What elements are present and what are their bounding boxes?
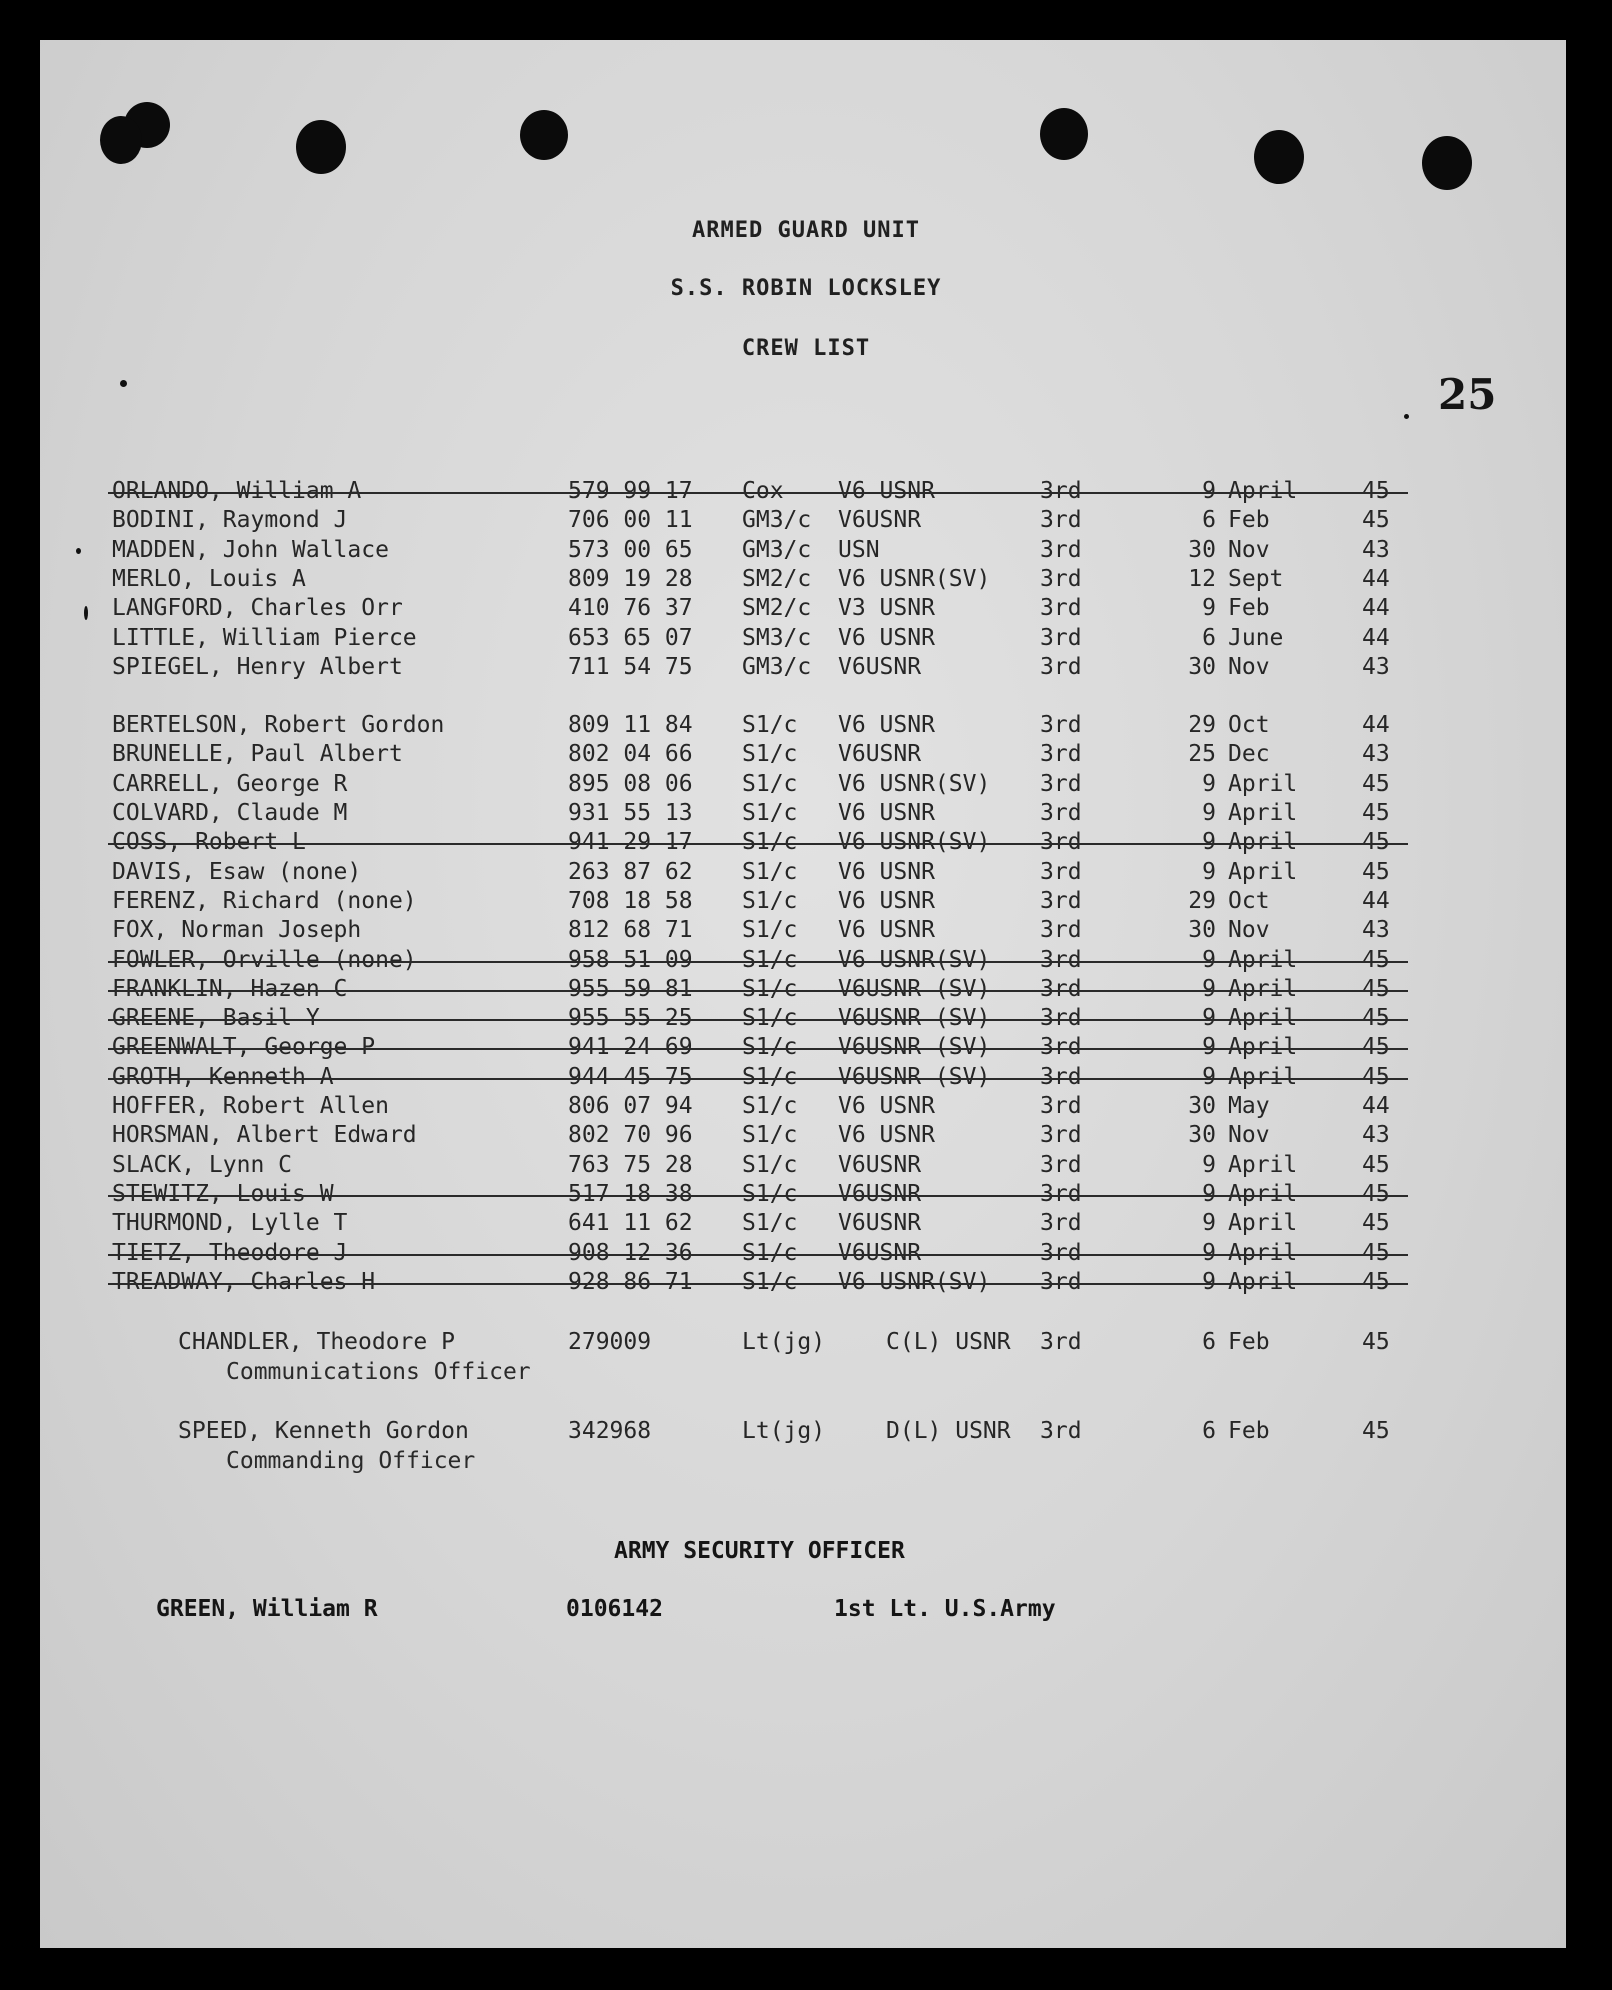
crew-year: 45 (1362, 1181, 1390, 1207)
punch-hole (1254, 130, 1304, 184)
crew-service-number: 711 54 75 (568, 654, 693, 680)
officer-rank: Lt(jg) (742, 1329, 826, 1355)
officer-classification: D(L) USNR (886, 1418, 1011, 1444)
crew-day: 9 (1202, 976, 1216, 1002)
crew-name: TREADWAY, Charles H (112, 1269, 376, 1295)
punch-hole (520, 110, 568, 160)
crew-month: Nov (1228, 537, 1270, 563)
crew-service-number: 579 99 17 (568, 478, 693, 504)
crew-rate: S1/c (742, 1034, 798, 1060)
crew-day: 9 (1202, 1005, 1216, 1031)
crew-classification: V6 USNR (838, 859, 935, 885)
crew-month: Dec (1228, 741, 1270, 767)
crew-name: BERTELSON, Robert Gordon (112, 712, 445, 738)
crew-service-number: 809 11 84 (568, 712, 693, 738)
crew-classification: V6 USNR(SV) (838, 566, 991, 592)
crew-classification: V6USNR (SV) (838, 1005, 991, 1031)
crew-year: 44 (1362, 1093, 1390, 1119)
crew-rate: S1/c (742, 1269, 798, 1295)
officer-title: Communications Officer (226, 1359, 531, 1385)
crew-year: 44 (1362, 566, 1390, 592)
crew-naval-district: 3rd (1040, 741, 1082, 767)
officer-name: SPEED, Kenneth Gordon (178, 1418, 469, 1444)
crew-naval-district: 3rd (1040, 976, 1082, 1002)
crew-month: April (1228, 1064, 1298, 1090)
crew-rate: SM2/c (742, 595, 812, 621)
crew-year: 44 (1362, 888, 1390, 914)
crew-naval-district: 3rd (1040, 566, 1082, 592)
crew-year: 45 (1362, 1152, 1390, 1178)
crew-row (0, 625, 1612, 653)
crew-rate: S1/c (742, 829, 798, 855)
crew-service-number: 941 29 17 (568, 829, 693, 855)
crew-naval-district: 3rd (1040, 917, 1082, 943)
crew-naval-district: 3rd (1040, 800, 1082, 826)
crew-classification: USN (838, 537, 880, 563)
crew-list-title: CREW LIST (741, 336, 871, 361)
crew-rate: S1/c (742, 1152, 798, 1178)
crew-day: 9 (1202, 947, 1216, 973)
punch-hole (1040, 108, 1088, 160)
crew-year: 45 (1362, 976, 1390, 1002)
crew-classification: V6 USNR (838, 1093, 935, 1119)
crew-year: 45 (1362, 947, 1390, 973)
crew-naval-district: 3rd (1040, 595, 1082, 621)
crew-name: FERENZ, Richard (none) (112, 888, 417, 914)
crew-row (0, 917, 1612, 945)
crew-name: BODINI, Raymond J (112, 507, 348, 533)
crew-month: Oct (1228, 712, 1270, 738)
crew-name: SPIEGEL, Henry Albert (112, 654, 403, 680)
crew-day: 6 (1202, 507, 1216, 533)
crew-row (0, 1005, 1612, 1033)
crew-service-number: 955 59 81 (568, 976, 693, 1002)
crew-rate: S1/c (742, 741, 798, 767)
crew-name: COLVARD, Claude M (112, 800, 348, 826)
crew-month: Nov (1228, 654, 1270, 680)
crew-classification: V6USNR (SV) (838, 1064, 991, 1090)
crew-naval-district: 3rd (1040, 829, 1082, 855)
crew-rate: S1/c (742, 976, 798, 1002)
crew-name: MERLO, Louis A (112, 566, 306, 592)
crew-year: 43 (1362, 1122, 1390, 1148)
crew-classification: V6USNR (838, 1240, 922, 1266)
crew-name: MADDEN, John Wallace (112, 537, 389, 563)
crew-month: Feb (1228, 595, 1270, 621)
crew-classification: V6 USNR (838, 888, 935, 914)
crew-rate: S1/c (742, 1005, 798, 1031)
page-number: 25 (1438, 370, 1497, 419)
crew-day: 29 (1188, 712, 1216, 738)
crew-year: 45 (1362, 771, 1390, 797)
crew-row (0, 947, 1612, 975)
crew-day: 9 (1202, 595, 1216, 621)
crew-classification: V6 USNR (838, 800, 935, 826)
crew-row (0, 1240, 1612, 1268)
officer-rank: Lt(jg) (742, 1418, 826, 1444)
crew-naval-district: 3rd (1040, 507, 1082, 533)
crew-service-number: 653 65 07 (568, 625, 693, 651)
crew-name: FRANKLIN, Hazen C (112, 976, 348, 1002)
crew-naval-district: 3rd (1040, 1005, 1082, 1031)
officer-day: 6 (1202, 1418, 1216, 1444)
crew-month: Nov (1228, 917, 1270, 943)
crew-month: April (1228, 1034, 1298, 1060)
crew-service-number: 802 70 96 (568, 1122, 693, 1148)
officer-title: Commanding Officer (226, 1448, 476, 1474)
crew-service-number: 928 86 71 (568, 1269, 693, 1295)
crew-service-number: 955 55 25 (568, 1005, 693, 1031)
crew-name: LITTLE, William Pierce (112, 625, 417, 651)
crew-classification: V6 USNR (838, 1122, 935, 1148)
crew-service-number: 941 24 69 (568, 1034, 693, 1060)
crew-rate: S1/c (742, 1240, 798, 1266)
crew-service-number: 573 00 65 (568, 537, 693, 563)
crew-month: April (1228, 1210, 1298, 1236)
crew-service-number: 410 76 37 (568, 595, 693, 621)
punch-hole (1422, 136, 1472, 190)
crew-day: 30 (1188, 1093, 1216, 1119)
crew-year: 43 (1362, 537, 1390, 563)
crew-day: 30 (1188, 537, 1216, 563)
crew-service-number: 641 11 62 (568, 1210, 693, 1236)
crew-day: 9 (1202, 1034, 1216, 1060)
crew-year: 44 (1362, 712, 1390, 738)
officer-row (0, 1418, 1612, 1446)
army-officer-rank: 1st Lt. U.S.Army (834, 1596, 1056, 1622)
crew-naval-district: 3rd (1040, 478, 1082, 504)
crew-naval-district: 3rd (1040, 1122, 1082, 1148)
crew-rate: S1/c (742, 1093, 798, 1119)
crew-classification: V3 USNR (838, 595, 935, 621)
crew-row (0, 771, 1612, 799)
crew-month: Oct (1228, 888, 1270, 914)
crew-rate: S1/c (742, 1122, 798, 1148)
crew-service-number: 908 12 36 (568, 1240, 693, 1266)
crew-name: TIETZ, Theodore J (112, 1240, 348, 1266)
crew-rate: S1/c (742, 771, 798, 797)
crew-naval-district: 3rd (1040, 1269, 1082, 1295)
crew-row (0, 829, 1612, 857)
crew-name: GREENWALT, George P (112, 1034, 376, 1060)
crew-row (0, 741, 1612, 769)
crew-naval-district: 3rd (1040, 771, 1082, 797)
crew-row (0, 1034, 1612, 1062)
officer-month: Feb (1228, 1418, 1270, 1444)
crew-day: 30 (1188, 1122, 1216, 1148)
crew-day: 30 (1188, 917, 1216, 943)
crew-naval-district: 3rd (1040, 1181, 1082, 1207)
crew-row (0, 478, 1612, 506)
crew-rate: S1/c (742, 859, 798, 885)
crew-naval-district: 3rd (1040, 1152, 1082, 1178)
crew-classification: V6 USNR(SV) (838, 947, 991, 973)
crew-name: COSS, Robert L (112, 829, 306, 855)
unit-heading: ARMED GUARD UNIT (692, 218, 920, 243)
crew-month: Sept (1228, 566, 1284, 592)
crew-row (0, 1064, 1612, 1092)
officer-name: CHANDLER, Theodore P (178, 1329, 455, 1355)
crew-naval-district: 3rd (1040, 888, 1082, 914)
crew-day: 9 (1202, 1152, 1216, 1178)
crew-row (0, 859, 1612, 887)
crew-service-number: 944 45 75 (568, 1064, 693, 1090)
crew-month: April (1228, 829, 1298, 855)
crew-service-number: 706 00 11 (568, 507, 693, 533)
crew-classification: V6USNR (838, 507, 922, 533)
crew-classification: V6USNR (838, 1181, 922, 1207)
crew-row (0, 1093, 1612, 1121)
crew-service-number: 812 68 71 (568, 917, 693, 943)
crew-day: 25 (1188, 741, 1216, 767)
crew-name: FOX, Norman Joseph (112, 917, 362, 943)
crew-naval-district: 3rd (1040, 1093, 1082, 1119)
crew-classification: V6 USNR (838, 625, 935, 651)
crew-month: April (1228, 1269, 1298, 1295)
crew-day: 9 (1202, 1240, 1216, 1266)
crew-naval-district: 3rd (1040, 1034, 1082, 1060)
crew-row (0, 1181, 1612, 1209)
crew-month: April (1228, 771, 1298, 797)
crew-year: 45 (1362, 1240, 1390, 1266)
crew-name: GREENE, Basil Y (112, 1005, 320, 1031)
crew-classification: V6USNR (838, 1152, 922, 1178)
crew-day: 29 (1188, 888, 1216, 914)
crew-year: 45 (1362, 1064, 1390, 1090)
punch-hole (296, 120, 346, 174)
crew-classification: V6USNR (838, 741, 922, 767)
army-officer-name: GREEN, William R (156, 1596, 378, 1622)
crew-naval-district: 3rd (1040, 859, 1082, 885)
crew-day: 9 (1202, 1064, 1216, 1090)
crew-name: HOFFER, Robert Allen (112, 1093, 389, 1119)
crew-month: April (1228, 1005, 1298, 1031)
crew-month: Feb (1228, 507, 1270, 533)
punch-hole (100, 116, 142, 164)
crew-service-number: 263 87 62 (568, 859, 693, 885)
crew-classification: V6 USNR (838, 712, 935, 738)
crew-naval-district: 3rd (1040, 947, 1082, 973)
crew-month: Nov (1228, 1122, 1270, 1148)
crew-row (0, 537, 1612, 565)
crew-month: April (1228, 1181, 1298, 1207)
crew-year: 43 (1362, 917, 1390, 943)
crew-name: GROTH, Kenneth A (112, 1064, 334, 1090)
crew-naval-district: 3rd (1040, 654, 1082, 680)
crew-rate: GM3/c (742, 537, 812, 563)
crew-year: 45 (1362, 1210, 1390, 1236)
ship-heading: S.S. ROBIN LOCKSLEY (670, 276, 942, 301)
crew-row (0, 800, 1612, 828)
crew-row (0, 1122, 1612, 1150)
crew-rate: S1/c (742, 1064, 798, 1090)
crew-name: DAVIS, Esaw (none) (112, 859, 362, 885)
officer-service-number: 342968 (568, 1418, 652, 1444)
crew-service-number: 802 04 66 (568, 741, 693, 767)
crew-rate: S1/c (742, 947, 798, 973)
crew-service-number: 931 55 13 (568, 800, 693, 826)
crew-year: 45 (1362, 1005, 1390, 1031)
crew-year: 43 (1362, 741, 1390, 767)
crew-name: BRUNELLE, Paul Albert (112, 741, 403, 767)
crew-year: 43 (1362, 654, 1390, 680)
crew-month: April (1228, 800, 1298, 826)
crew-year: 44 (1362, 625, 1390, 651)
crew-row (0, 566, 1612, 594)
crew-name: STEWITZ, Louis W (112, 1181, 334, 1207)
crew-month: June (1228, 625, 1284, 651)
crew-service-number: 517 18 38 (568, 1181, 693, 1207)
crew-day: 12 (1188, 566, 1216, 592)
crew-day: 6 (1202, 625, 1216, 651)
crew-service-number: 958 51 09 (568, 947, 693, 973)
crew-month: April (1228, 1152, 1298, 1178)
crew-row (0, 712, 1612, 740)
crew-rate: S1/c (742, 888, 798, 914)
crew-day: 9 (1202, 771, 1216, 797)
crew-row (0, 976, 1612, 1004)
crew-service-number: 763 75 28 (568, 1152, 693, 1178)
crew-classification: V6USNR (SV) (838, 1034, 991, 1060)
crew-month: April (1228, 1240, 1298, 1266)
crew-row (0, 507, 1612, 535)
crew-naval-district: 3rd (1040, 712, 1082, 738)
crew-row (0, 1269, 1612, 1297)
crew-naval-district: 3rd (1040, 625, 1082, 651)
crew-name: THURMOND, Lylle T (112, 1210, 348, 1236)
crew-day: 9 (1202, 1269, 1216, 1295)
crew-rate: SM3/c (742, 625, 812, 651)
crew-year: 45 (1362, 1034, 1390, 1060)
crew-name: HORSMAN, Albert Edward (112, 1122, 417, 1148)
crew-month: April (1228, 859, 1298, 885)
crew-day: 9 (1202, 800, 1216, 826)
crew-rate: GM3/c (742, 654, 812, 680)
crew-classification: V6USNR (838, 654, 922, 680)
officer-naval-district: 3rd (1040, 1329, 1082, 1355)
crew-year: 45 (1362, 478, 1390, 504)
army-officer-service-number: 0106142 (566, 1596, 663, 1622)
crew-classification: V6 USNR (838, 917, 935, 943)
crew-day: 30 (1188, 654, 1216, 680)
crew-rate: GM3/c (742, 507, 812, 533)
crew-rate: S1/c (742, 712, 798, 738)
crew-rate: S1/c (742, 1210, 798, 1236)
officer-year: 45 (1362, 1329, 1390, 1355)
officer-row (0, 1329, 1612, 1357)
crew-year: 45 (1362, 800, 1390, 826)
crew-year: 45 (1362, 859, 1390, 885)
crew-name: SLACK, Lynn C (112, 1152, 293, 1178)
crew-day: 9 (1202, 1181, 1216, 1207)
crew-classification: V6 USNR(SV) (838, 771, 991, 797)
crew-name: CARRELL, George R (112, 771, 348, 797)
crew-classification: V6USNR (SV) (838, 976, 991, 1002)
officer-naval-district: 3rd (1040, 1418, 1082, 1444)
crew-row (0, 654, 1612, 682)
crew-day: 9 (1202, 1210, 1216, 1236)
officer-month: Feb (1228, 1329, 1270, 1355)
crew-month: April (1228, 947, 1298, 973)
crew-year: 45 (1362, 1269, 1390, 1295)
crew-day: 9 (1202, 478, 1216, 504)
crew-name: FOWLER, Orville (none) (112, 947, 417, 973)
crew-year: 44 (1362, 595, 1390, 621)
crew-rate: SM2/c (742, 566, 812, 592)
crew-row (0, 1210, 1612, 1238)
officer-year: 45 (1362, 1418, 1390, 1444)
crew-naval-district: 3rd (1040, 1240, 1082, 1266)
officer-day: 6 (1202, 1329, 1216, 1355)
crew-row (0, 1152, 1612, 1180)
crew-classification: V6USNR (838, 1210, 922, 1236)
ink-speck (1404, 414, 1409, 419)
crew-row (0, 888, 1612, 916)
crew-naval-district: 3rd (1040, 537, 1082, 563)
crew-naval-district: 3rd (1040, 1210, 1082, 1236)
crew-name: LANGFORD, Charles Orr (112, 595, 403, 621)
crew-rate: S1/c (742, 917, 798, 943)
crew-service-number: 806 07 94 (568, 1093, 693, 1119)
crew-service-number: 809 19 28 (568, 566, 693, 592)
ink-speck (120, 380, 127, 387)
crew-year: 45 (1362, 507, 1390, 533)
crew-classification: V6 USNR(SV) (838, 1269, 991, 1295)
crew-name: ORLANDO, William A (112, 478, 362, 504)
crew-rate: Cox (742, 478, 784, 504)
crew-rate: S1/c (742, 800, 798, 826)
crew-year: 45 (1362, 829, 1390, 855)
crew-day: 9 (1202, 859, 1216, 885)
officer-service-number: 279009 (568, 1329, 652, 1355)
crew-classification: V6 USNR (838, 478, 935, 504)
crew-month: April (1228, 478, 1298, 504)
crew-classification: V6 USNR(SV) (838, 829, 991, 855)
crew-service-number: 708 18 58 (568, 888, 693, 914)
crew-month: April (1228, 976, 1298, 1002)
crew-month: May (1228, 1093, 1270, 1119)
crew-row (0, 595, 1612, 623)
officer-classification: C(L) USNR (886, 1329, 1011, 1355)
crew-day: 9 (1202, 829, 1216, 855)
crew-service-number: 895 08 06 (568, 771, 693, 797)
crew-rate: S1/c (742, 1181, 798, 1207)
army-security-heading: ARMY SECURITY OFFICER (614, 1538, 905, 1564)
crew-naval-district: 3rd (1040, 1064, 1082, 1090)
